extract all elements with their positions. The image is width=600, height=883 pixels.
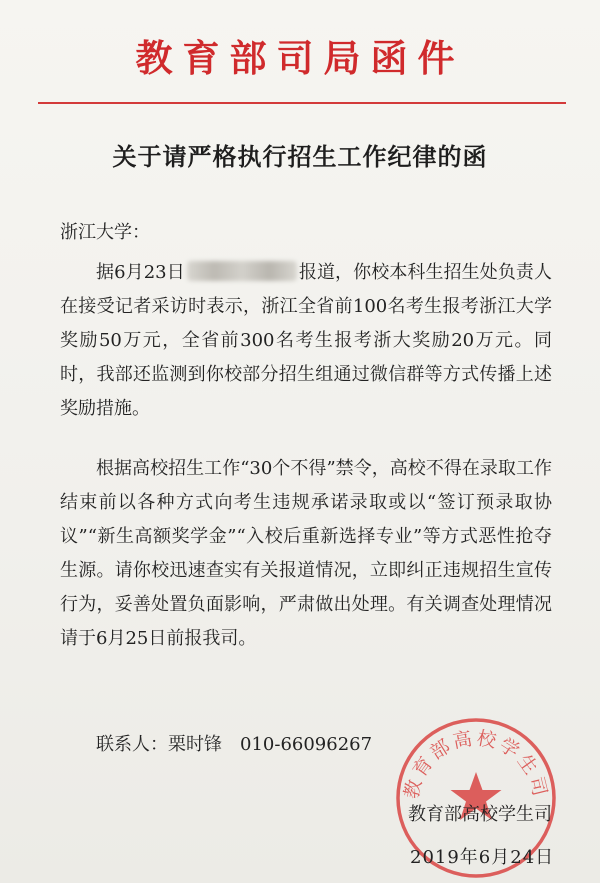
contact-phone: 010-66096267 <box>240 734 373 755</box>
paragraph-2: 根据高校招生工作“30个不得”禁令，高校不得在录取工作结束前以各种方式向考生违规承诺录取或以“签订预录取协议”“新生高额奖学金”“入校后重新选择专业”等方式恶性抢夺生源。请你校迅速查实有关报道情况，立即纠正违规招生宣传行为，妥善处置负面影响，严肃做出处理。有关调查处理情况请于6月25日前报我司。 <box>60 458 552 649</box>
paragraph-1-start: 据6月23日 <box>96 262 185 283</box>
seal-text: 教育部高校学生司 <box>400 727 552 802</box>
redacted-source <box>187 261 297 281</box>
letterhead-rule <box>38 102 566 104</box>
paragraph-1 <box>60 256 552 426</box>
addressee: 浙江大学： <box>60 222 150 243</box>
letterhead: 教育部司局函件 <box>135 36 465 80</box>
paragraph-1-rest: 报道，你校本科生招生处负责人在接受记者采访时表示，浙江全省前100名考生报考浙江大学奖励50万元，全省前300名考生报考浙大奖励20万元。同时，我部还监测到你校部分招生组通过微信群等方式传播上述奖励措施。 <box>60 262 553 419</box>
contact-person: 联系人：栗时锋 <box>96 734 222 755</box>
issuer-signature: 教育部高校学生司 <box>408 804 552 825</box>
document-title: 关于请严格执行招生工作纪律的函 <box>112 142 488 171</box>
contact-line <box>96 730 372 756</box>
issue-date: 2019年6月24日 <box>410 847 555 868</box>
